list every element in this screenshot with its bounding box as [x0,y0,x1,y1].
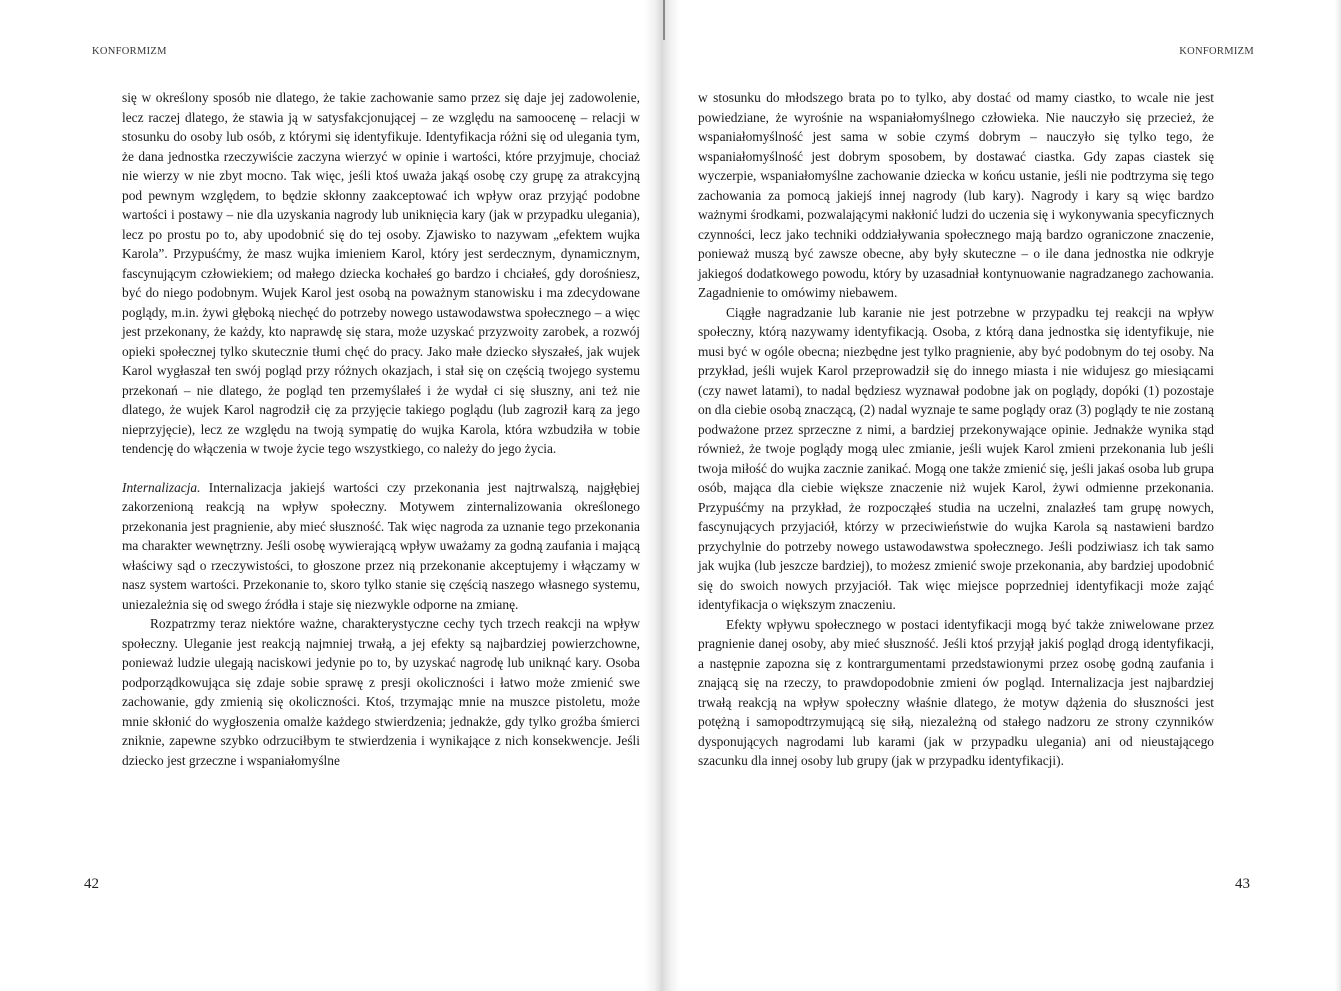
body-paragraph: Ciągłe nagradzanie lub karanie nie jest potrzebne w przypadku tej reakcji na wpływ społeczny, którą nazywamy identyfikacją. Osoba, z którą dana jednostka się identyfikuje, nie musi być w ogóle obecna; niezbędne jest tylko pragnienie, aby być podobnym do tej osoby. Na przykład, jeśli wujek Karol przeprowadził się do innego miasta i nie widujesz go miesiącami (czy nawet latami), to nadal będziesz wyznawał podobne jak on poglądy, dopóki (1) pozostaje on dla ciebie osobą znaczącą, (2) nadal wyznaje te same poglądy oraz (3) poglądy te nie zostaną podważone przez sprzeczne z nimi, a bardziej przekonywające opinie. Jednakże wynika stąd również, że twoje poglądy mogą ulec zmianie, jeśli wujek Karol zmieni przekonania lub jeśli twoja miłość do wujka zacznie zanikać. Mogą one także zmienić się, jeśli jakaś osoba lub grupa osób, mająca dla ciebie większe znaczenie niż wujek Karol, żywi odmienne przekonania. Przypuśćmy na przykład, że rozpocząłeś studia na uczelni, znalazłeś tam grupę nowych, fascynujących przyjaciół, którzy w przeciwieństwie do wujka Karola są nastawieni bardzo przychylnie do potrzeby nowego ustawodawstwa społecznego. Jeśli podziwiasz ich tak samo jak wujka (lub jeszcze bardziej), to możesz zmienić swoje przekonania, aby bardziej upodobnić się do swoich nowych przyjaciół. Tak więc miejsce poprzedniej identyfikacji może zająć identyfikacja o większym znaczeniu. [698,304,1214,612]
left-page-body [122,88,640,770]
page-number-right: 43 [1235,876,1250,892]
internalization-text: Internalizacja jakiejś wartości czy przekonania jest najtrwalszą, najgłębiej zakorzenioną reakcją na wpływ społeczny. Motywem zinternalizowania określonego przekonania jest pragnienie, aby mieć słuszność. Tak więc nagroda za uznanie tego przekonania ma charakter wewnętrzny. Jeśli osobę wywierającą wpływ uważamy za godną zaufania i mającą właściwy sąd o rzeczywistości, to głoszone przez nią przekonanie akceptujemy i włączamy w nasz system wartości. Przekonanie to, skoro tylko stanie się częścią naszego własnego systemu, uniezależnia się od swego źródła i staje się niezwykle odporne na zmianę. [122,479,640,612]
left-page [0,0,668,991]
body-paragraph: w stosunku do młodszego brata po to tylko, aby dostać od mamy ciastko, to wcale nie jest powiedziane, że wyrośnie na wspaniałomyślnego człowieka. Nie nauczyło się przecież, że wspaniałomyślność jest sama w sobie czymś dobrym – nauczyło się tylko tego, że wspaniałomyślność jest dobrym sposobem, by dostawać ciastka. Gdy zapas ciastek się wyczerpie, wspaniałomyślne zachowanie dziecka w końcu ustanie, jeśli nie podtrzyma się tego zachowania za pomocą jakiejś innej nagrody (lub kary). Nagrody i kary są więc bardzo ważnymi środkami, pozwalającymi nakłonić ludzi do uczenia się i wykonywania specyficznych czynności, lecz jako techniki oddziaływania społecznego mają bardzo ograniczone znaczenie, ponieważ muszą być zawsze obecne, aby były skuteczne – o ile dana jednostka nie odkryje jakiegoś dodatkowego powodu, który by uzasadniał kontynuowanie nagradzanego zachowania. Zagadnienie to omówimy niebawem. [698,90,1214,300]
running-head-left: KONFORMIZM [92,46,167,57]
running-head-right: KONFORMIZM [1179,46,1254,57]
section-term: Internalizacja. [122,479,201,495]
right-page [668,0,1341,991]
body-paragraph: się w określony sposób nie dlatego, że takie zachowanie samo przez się daje jej zadowolenie, lecz raczej dlatego, że stawia ją w satysfakcjonującej – ze względu na samoocenę – relacji w stosunku do osoby lub osób, z którymi się identyfikuje. Identyfikacja różni się od ulegania tym, że dana jednostka rzeczywiście zaczyna wierzyć w opinie i wartości, które przyjmuje, chociaż nie wierzy w nie zbyt mocno. Tak więc, jeśli ktoś uważa jakąś osobę czy grupę za atrakcyjną pod pewnym względem, to będzie skłonny zaakceptować ich wpływ oraz przyjąć podobne wartości i postawy – nie dla uzyskania nagrody lub uniknięcia kary (jak w przypadku ulegania), lecz po prostu po to, aby upodobnić się do tej osoby. Zjawisko to nazywam „efektem wujka Karola”. Przypuśćmy, że masz wujka imieniem Karol, który jest serdecznym, dynamicznym, fascynującym człowiekiem; od małego dziecka kochałeś go bardzo i chciałeś, gdy dorośniesz, być do niego podobnym. Wujek Karol jest osobą na poważnym stanowisku i ma zdecydowane poglądy, m.in. żywi głęboką niechęć do potrzeby nowego ustawodawstwa społecznego – a więc jest przekonany, że każdy, kto naprawdę się stara, może uzyskać przyzwoity zarobek, a rozwój opieki społecznej tylko skutecznie tłumi chęć do pracy. Jako małe dziecko słyszałeś, jak wujek Karol wygłaszał ten swój pogląd przy różnych okazjach, i stał się on częścią twojego systemu przekonań – nie dlatego, że pogląd ten przemyślałeś i że wydał ci się słuszny, ani też nie dlatego, że wujek Karol nagrodził cię za przyjęcie takiego poglądu (lub zagroził karą za jego nieprzyjęcie), lecz ze względu na twoją sympatię do wujka Karola, która wzbudziła w tobie tendencję do włączenia w twoje życie tego wszystkiego, co należy do jego życia. [122,90,640,456]
body-paragraph: Rozpatrzmy teraz niektóre ważne, charakterystyczne cechy tych trzech reakcji na wpływ społeczny. Uleganie jest reakcją najmniej trwałą, a jej efekty są najbardziej powierzchowne, ponieważ ludzie ulegają naciskowi jedynie po to, by uzyskać nagrodę lub uniknąć kary. Osoba podporządkowująca się zdaje sobie sprawę z presji okoliczności i łatwo może zmienić swe zachowanie, gdy zmienią się okoliczności. Ktoś, trzymając mnie na muszce pistoletu, może mnie skłonić do wygłoszenia omalże każdego stwierdzenia; jednakże, gdy tylko groźba śmierci zniknie, zapewne szybko odrzuciłbym te stwierdzenia i wynikające z nich konsekwencje. Jeśli dziecko jest grzeczne i wspaniałomyślne [122,616,640,768]
right-page-body [698,88,1214,771]
page-number-left: 42 [84,876,99,892]
body-paragraph: Efekty wpływu społecznego w postaci identyfikacji mogą być także zniwelowane przez pragnienie danej osoby, aby mieć słuszność. Jeśli ktoś przyjął jakiś pogląd drogą identyfikacji, a następnie zapozna się z kontrargumentami przedstawionymi przez osobę godną zaufania i znającą się na rzeczy, to prawdopodobnie zmieni ów pogląd. Internalizacja jest najbardziej trwałą reakcją na wpływ społeczny właśnie dlatego, że motyw dążenia do słuszności jest potężną i samopodtrzymującą się siłą, niezależną od stałego nadzoru ze strony czynników dysponujących nagrodami lub karami (jak w przypadku ulegania) ani od nieustającego szacunku dla innej osoby lub grupy (jak w przypadku identyfikacji). [698,616,1214,768]
internalization-paragraph [122,478,640,615]
